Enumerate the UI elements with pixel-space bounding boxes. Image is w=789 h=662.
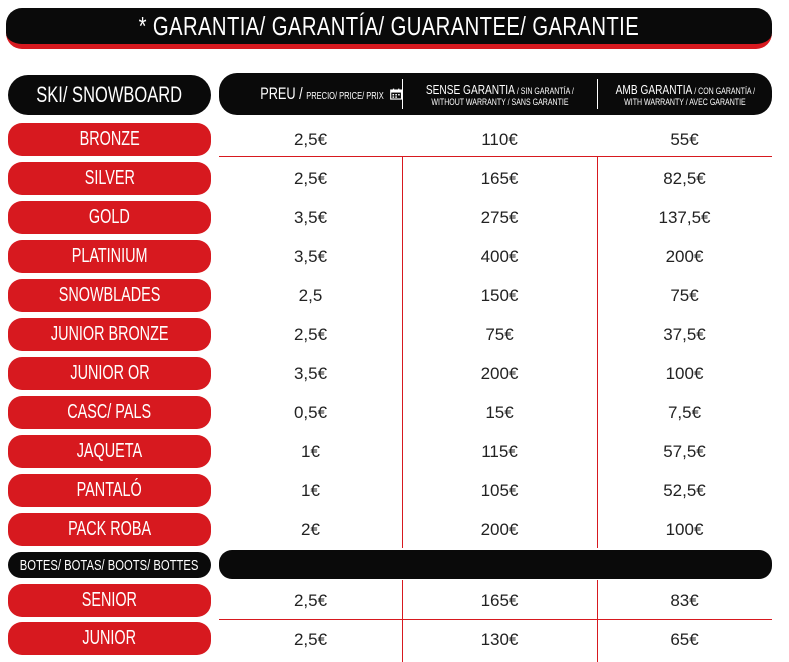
row-label: PLATINIUM bbox=[8, 240, 211, 273]
price-cell: 2,5€ bbox=[293, 168, 328, 188]
boots-section-header bbox=[8, 552, 211, 578]
page-title: * GARANTIA/ GARANTÍA/ GUARANTEE/ GARANTIE bbox=[138, 10, 640, 41]
price-cell: 3,5€ bbox=[293, 246, 328, 266]
without-warranty-column-header bbox=[403, 73, 597, 115]
without-warranty-cell: 165€ bbox=[480, 590, 519, 610]
calendar-icon bbox=[390, 86, 402, 102]
without-warranty-cell: 275€ bbox=[480, 207, 519, 227]
with-warranty-cell: 82,5€ bbox=[663, 168, 706, 188]
without-warranty-subtitle: / SIN GARANTÍA / bbox=[515, 85, 574, 96]
row-label: SNOWBLADES bbox=[8, 279, 211, 312]
with-warranty-cell: 7,5€ bbox=[667, 402, 702, 422]
price-cell: 3,5€ bbox=[293, 207, 328, 227]
with-warranty-cell: 52,5€ bbox=[663, 480, 706, 500]
title-bar bbox=[6, 8, 772, 49]
price-column-header bbox=[219, 73, 402, 115]
with-warranty-title: AMB GARANTIA bbox=[615, 81, 692, 97]
with-warranty-cell: 37,5€ bbox=[663, 324, 706, 344]
without-warranty-cell: 400€ bbox=[480, 246, 519, 266]
without-warranty-cell: 200€ bbox=[480, 519, 519, 539]
with-warranty-cell: 57,5€ bbox=[663, 441, 706, 461]
row-label: BRONZE bbox=[8, 123, 211, 156]
price-cell: 2,5€ bbox=[293, 129, 328, 149]
columns-header bbox=[219, 73, 772, 115]
column-divider bbox=[597, 157, 598, 548]
without-warranty-cell: 75€ bbox=[485, 324, 514, 344]
with-warranty-cell: 83€ bbox=[670, 590, 699, 610]
row-label: PANTALÓ bbox=[8, 474, 211, 507]
with-warranty-cell: 55€ bbox=[670, 129, 699, 149]
price-cell: 1€ bbox=[301, 480, 320, 500]
price-cell: 2,5 bbox=[298, 285, 323, 305]
with-warranty-subtitle: / CON GARANTÍA / bbox=[691, 85, 755, 96]
without-warranty-title: SENSE GARANTIA bbox=[426, 81, 516, 97]
row-label: SENIOR bbox=[8, 584, 211, 617]
without-warranty-cell: 130€ bbox=[480, 629, 519, 649]
price-cell: 0,5€ bbox=[293, 402, 328, 422]
row-label: CASC/ PALS bbox=[8, 396, 211, 429]
without-warranty-cell: 15€ bbox=[485, 402, 514, 422]
with-warranty-translations: WITH WARRANTY / AVEC GARANTIE bbox=[624, 96, 746, 107]
price-cell: 2,5€ bbox=[293, 324, 328, 344]
boots-section-label: BOTES/ BOTAS/ BOOTS/ BOTTES bbox=[20, 556, 199, 574]
without-warranty-cell: 105€ bbox=[480, 480, 519, 500]
price-header-label: PREU / PRECIO/ PRICE/ PRIX bbox=[260, 84, 384, 103]
row-label: JUNIOR BRONZE bbox=[8, 318, 211, 351]
category-header bbox=[8, 75, 211, 115]
boots-section-bar bbox=[219, 550, 772, 579]
row-divider bbox=[219, 619, 772, 620]
without-warranty-cell: 110€ bbox=[481, 129, 518, 149]
with-warranty-cell: 137,5€ bbox=[658, 207, 711, 227]
price-cell: 2€ bbox=[301, 519, 320, 539]
with-warranty-cell: 100€ bbox=[665, 363, 704, 383]
with-warranty-cell: 65€ bbox=[670, 629, 699, 649]
without-warranty-cell: 150€ bbox=[480, 285, 519, 305]
price-cell: 2,5€ bbox=[293, 629, 328, 649]
price-cell: 1€ bbox=[301, 441, 320, 461]
without-warranty-cell: 200€ bbox=[480, 363, 519, 383]
column-divider bbox=[402, 157, 403, 548]
row-label: SILVER bbox=[8, 162, 211, 195]
row-divider bbox=[219, 156, 772, 157]
column-divider bbox=[597, 580, 598, 662]
row-label: JUNIOR OR bbox=[8, 357, 211, 390]
row-label: JUNIOR bbox=[8, 622, 211, 655]
without-warranty-translations: WITHOUT WARRANTY / SANS GARANTIE bbox=[431, 96, 569, 107]
with-warranty-cell: 75€ bbox=[670, 285, 699, 305]
price-cell: 3,5€ bbox=[293, 363, 328, 383]
price-cell: 2,5€ bbox=[293, 590, 328, 610]
category-header-label: SKI/ SNOWBOARD bbox=[36, 82, 183, 107]
with-warranty-cell: 200€ bbox=[665, 246, 704, 266]
with-warranty-column-header bbox=[598, 73, 772, 115]
row-label: PACK ROBA bbox=[8, 513, 211, 546]
column-divider bbox=[402, 580, 403, 662]
row-label: JAQUETA bbox=[8, 435, 211, 468]
without-warranty-cell: 165€ bbox=[480, 168, 519, 188]
with-warranty-cell: 100€ bbox=[665, 519, 704, 539]
row-label: GOLD bbox=[8, 201, 211, 234]
without-warranty-cell: 115€ bbox=[481, 441, 518, 461]
